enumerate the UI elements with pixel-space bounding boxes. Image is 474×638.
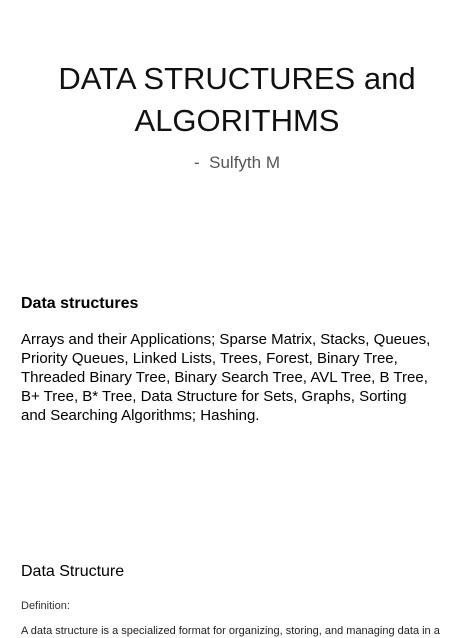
body-line: Priority Queues, Linked Lists, Trees, Forest, Binary Tree, <box>21 350 398 367</box>
body-line: Threaded Binary Tree, Binary Search Tree, AVL Tree, B Tree, <box>21 369 428 386</box>
section-body <box>21 330 461 425</box>
section-heading-data-structures: Data structures <box>21 295 139 312</box>
document-title <box>0 58 474 142</box>
author-line: - Sulfyth M <box>194 153 280 172</box>
definition-text: A data structure is a specialized format for organizing, storing, and managing data in a <box>21 625 440 637</box>
definition-label: Definition: <box>21 600 70 612</box>
title-line-2: ALGORITHMS <box>134 103 340 138</box>
subheading-data-structure: Data Structure <box>21 563 125 580</box>
body-line: Arrays and their Applications; Sparse Matrix, Stacks, Queues, <box>21 331 431 348</box>
body-line: B+ Tree, B* Tree, Data Structure for Sets, Graphs, Sorting <box>21 388 407 405</box>
body-line: and Searching Algorithms; Hashing. <box>21 407 260 424</box>
title-line-1: DATA STRUCTURES and <box>58 61 416 96</box>
